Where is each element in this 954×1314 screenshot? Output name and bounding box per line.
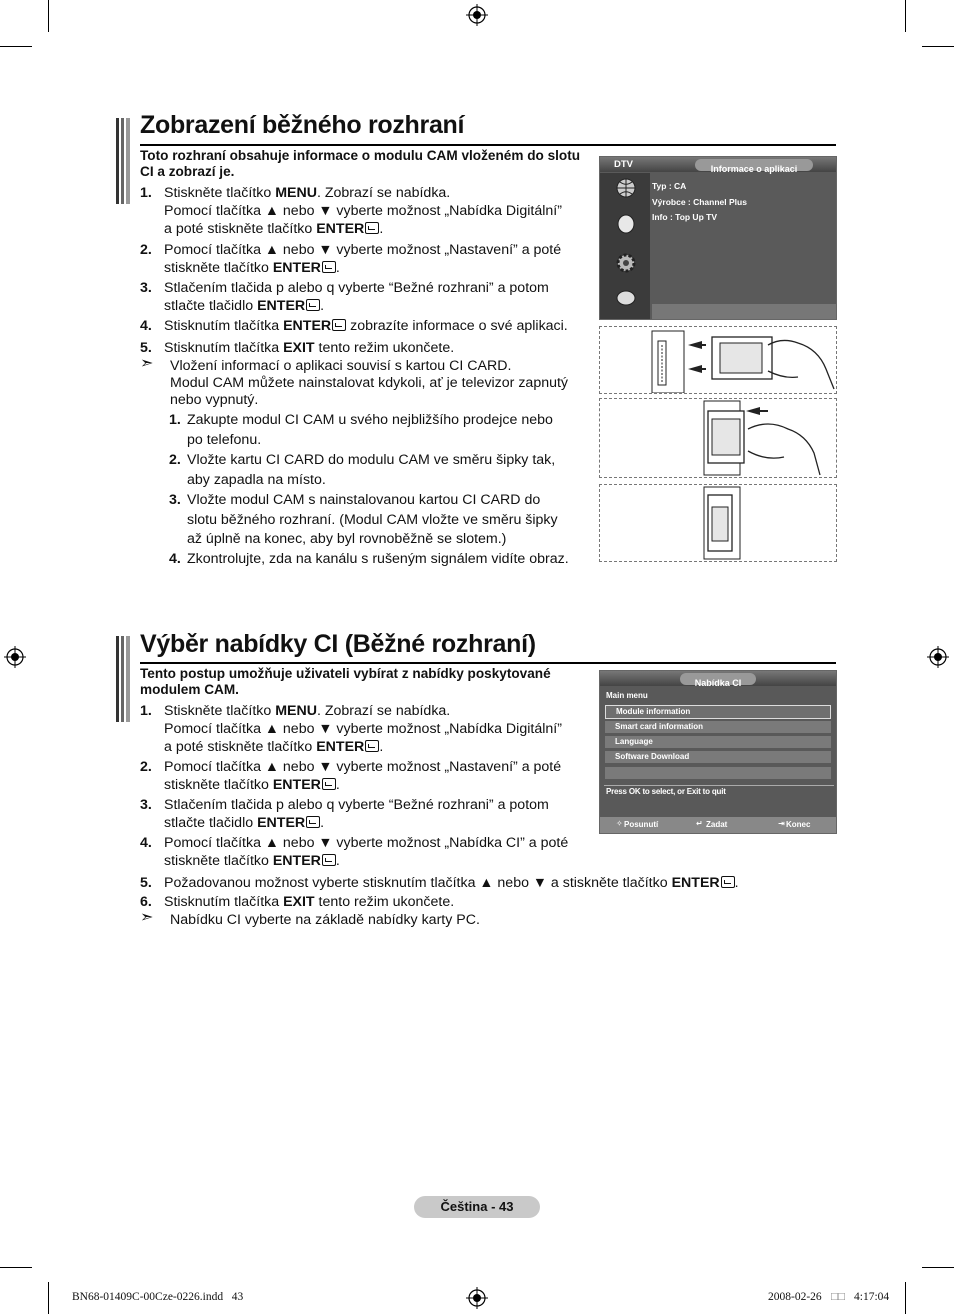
section-title: Výběr nabídky CI (Běžné rozhraní) [140,630,536,658]
step-number: 1. [140,185,152,201]
screen-heading: Main menu [606,691,648,700]
screen-info-line: Výrobce : Channel Plus [652,196,747,207]
registration-mark-icon [4,646,26,668]
step-text: Pomocí tlačítka ▲ nebo ▼ vyberte možnost „Nabídka Digitální” [164,721,562,738]
step-text: Stisknutím tlačítka EXIT tento režim ukončete. [164,894,455,910]
step-text: Stiskněte tlačítko MENU. Zobrazí se nabídka. [164,703,451,719]
menu-item[interactable]: Language [605,736,831,748]
screen-info-line: Info : Top Up TV [652,212,717,222]
step-number: 1. [169,412,181,428]
note-text: Modul CAM můžete nainstalovat kdykoli, ať je televizor zapnutý [170,375,569,391]
step-text: stiskněte tlačítko ENTER . [164,259,340,276]
illustration-card-insert [599,398,837,478]
step-number: 1. [140,703,152,719]
step-text: slotu běžného rozhraní. (Modul CAM vložte ve směru šipky [187,511,558,528]
step-number: 3. [140,280,152,296]
crop-mark [48,1282,49,1314]
step-number: 3. [169,491,181,508]
menu-item[interactable]: Software Download [605,751,831,763]
step-text: aby zapadla na místo. [187,471,326,488]
step-text: Stlačením tlačida p alebo q vyberte “Bežné rozhrani” a potom [164,797,549,813]
gear-icon [615,252,637,274]
step-text: stlačte tlačidlo ENTER . [164,815,325,832]
note-text: Nabídku CI vyberte na základě nabídky karty PC. [170,912,480,928]
dish-icon [615,287,637,309]
note-arrow-icon: ➣ [140,909,154,926]
step-number: 6. [140,894,152,910]
section-marker [116,636,130,722]
step-text: Pomocí tlačítka ▲ nebo ▼ vyberte možnost „Nastavení” a poté [164,759,562,776]
step-text: a poté stiskněte tlačítko ENTER . [164,221,384,238]
registration-mark-icon [927,646,949,668]
menu-item-empty [605,767,831,779]
step-text: Stiskněte tlačítko MENU. Zobrazí se nabídka. [164,185,451,201]
step-text: stiskněte tlačítko ENTER . [164,777,340,794]
step-text: Stisknutím tlačítka ENTER zobrazíte informace o své aplikaci. [164,318,568,334]
screen-hint: Press OK to select, or Exit to quit [606,787,726,796]
enter-icon [721,876,735,888]
step-number: 5. [140,875,152,891]
step-number: 2. [169,451,181,468]
step-number: 4. [140,318,152,334]
step-number: 2. [140,759,152,776]
page-number-badge: Čeština - 43 [414,1196,540,1218]
file-label: BN68-01409C-00Cze-0226.indd 43 [72,1291,244,1303]
crop-mark [922,1267,954,1268]
globe-icon [615,177,637,199]
crop-mark [0,1267,32,1268]
note-arrow-icon: ➣ [140,355,154,372]
enter-icon [332,319,346,331]
step-text: Zkontrolujte, zda na kanálu s rušeným signálem vidíte obraz. [187,551,569,568]
enter-icon [365,222,379,234]
crop-mark [0,46,32,47]
enter-icon [322,261,336,273]
step-text: Stisknutím tlačítka EXIT tento režim ukončete. [164,340,455,356]
move-icon: ✧ [616,819,623,828]
print-time: 4:17:04 [854,1291,890,1303]
step-text: stlačte tlačidlo ENTER . [164,298,325,315]
section-intro: Toto rozhraní obsahuje informace o modulu CAM vloženém do slotu CI a zobrazí je. [140,148,581,179]
step-number: 3. [140,797,152,813]
tv-menu-screen [599,156,837,320]
print-date: 2008-02-26 [768,1291,822,1303]
step-number: 2. [140,241,152,258]
crop-mark [905,1282,906,1314]
screen-footer: ✧ Posunutí ↵ Zadat ⇥ Konec [600,817,836,833]
step-number: 4. [140,834,152,851]
illustration-cam-slot [599,484,837,562]
screen-tab-title: Nabídka CI [680,673,756,685]
step-text: Vložte modul CAM s nainstalovanou kartou CI CARD do [187,491,541,508]
section-intro: Tento postup umožňuje uživateli vybírat z nabídky poskytované modulem CAM. [140,666,551,697]
registration-mark-icon [466,1287,488,1309]
note-text: nebo vypnutý. [170,392,259,408]
step-text: Vložte kartu CI CARD do modulu CAM ve směru šipky tak, [187,451,556,468]
enter-icon [306,816,320,828]
section-rule [140,662,836,664]
crop-mark [905,0,906,32]
step-text: Pomocí tlačítka ▲ nebo ▼ vyberte možnost „Nastavení” a poté [164,241,562,258]
illustration-cam-insert [599,326,837,394]
print-boxes: □□ [831,1291,845,1303]
section-marker [116,118,130,204]
enter-icon: ↵ [696,819,703,828]
section-rule [140,144,836,146]
enter-icon [322,854,336,866]
enter-icon [365,740,379,752]
screen-info-line: Typ : CA [652,181,687,191]
step-text: Pomocí tlačítka ▲ nebo ▼ vyberte možnost „Nabídka Digitální” [164,203,562,220]
screen-tab-dtv: DTV [614,159,633,170]
screen-tab-title: Informace o aplikaci [695,159,813,171]
note-text: Vložení informací o aplikaci souvisí s kartou CI CARD. [170,358,512,374]
ci-menu-screen [599,670,837,834]
step-text: a poté stiskněte tlačítko ENTER . [164,739,384,756]
step-text: Stlačením tlačida p alebo q vyberte “Bežné rozhrani” a potom [164,280,549,296]
step-text: po telefonu. [187,431,262,448]
crop-mark [48,0,49,32]
menu-item[interactable]: Module information [605,705,831,719]
step-text: Zakupte modul CI CAM u svého nejbližšího prodejce nebo [187,412,553,428]
exit-icon: ⇥ [778,819,785,828]
step-text: až úplně na konec, aby byl rovnoběžně se slotem.) [187,531,507,548]
step-number: 5. [140,340,152,356]
step-text: Pomocí tlačítka ▲ nebo ▼ vyberte možnost „Nabídka CI” a poté [164,834,569,851]
step-number: 4. [169,551,181,568]
sound-icon [615,213,637,235]
step-text: stiskněte tlačítko ENTER . [164,853,340,870]
step-text: Požadovanou možnost vyberte stisknutím tlačítka ▲ nebo ▼ a stiskněte tlačítko ENTER . [164,875,739,891]
registration-mark-icon [466,4,488,26]
crop-mark [922,46,954,47]
enter-icon [306,299,320,311]
section-title: Zobrazení běžného rozhraní [140,111,465,139]
enter-icon [322,778,336,790]
menu-item[interactable]: Smart card information [605,721,831,733]
